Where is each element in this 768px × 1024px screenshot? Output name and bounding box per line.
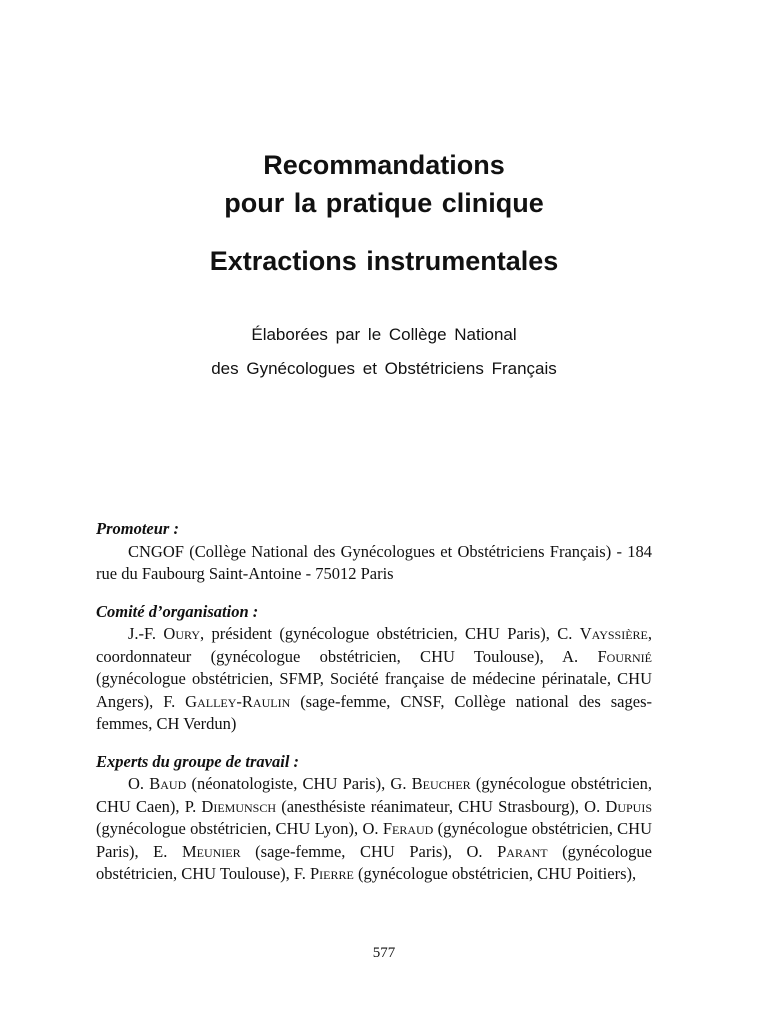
member-role: (sage-femme, CNSF, Collège national des sages-femmes, CH Verdun) [96, 691, 652, 733]
member-surname: Galley-Raulin [185, 691, 291, 711]
member-role: (gynécologue obstétricien, CHU Paris), [96, 819, 652, 861]
member-surname: Diemunsch [201, 796, 277, 816]
member-entry [128, 774, 390, 793]
member-initials: E. [153, 841, 182, 861]
member-initials: F. [163, 691, 186, 711]
member-surname: Baud [149, 774, 187, 793]
page-number: 577 [372, 945, 396, 961]
member-surname: Vayssière [579, 624, 648, 643]
member-initials: C. [557, 624, 580, 643]
member-role: (gynécologue obstétricien, SFMP, Société française de médecine périnatale, CHU Angers), [96, 669, 652, 711]
comite-members [96, 623, 652, 736]
promoteur-paragraph: CNGOF (Collège National des Gynécologues et Obstétriciens Français) - 184 rue du Faubourg Saint-Antoine - 75012 Paris [96, 541, 652, 583]
experts-members [96, 773, 652, 886]
member-initials: O. [466, 841, 498, 861]
member-role: , coordonnateur (gynécologue obstétricien, CHU Toulouse), [96, 624, 652, 666]
member-entry [185, 797, 584, 816]
member-initials: O. [584, 796, 606, 816]
promoteur-text [96, 541, 652, 586]
member-surname: Feraud [382, 819, 434, 838]
member-entry [153, 842, 466, 861]
title-block [0, 146, 768, 280]
section-heading-promoteur: Promoteur : [96, 519, 179, 538]
member-surname: Oury [163, 624, 200, 643]
section-comite [96, 601, 652, 736]
byline [0, 318, 768, 386]
member-initials: G. [390, 774, 412, 793]
document-body [96, 518, 652, 901]
section-heading-comite: Comité d’organisation : [96, 601, 259, 621]
member-surname: Parant [497, 841, 548, 861]
byline-line-1: Élaborées par le Collège National [251, 325, 517, 344]
member-initials: O. [128, 774, 150, 793]
member-role: (gynécologue obstétricien, CHU Lyon), [96, 819, 363, 838]
member-initials: F. [293, 864, 310, 883]
section-heading-experts: Experts du groupe de travail : [96, 751, 300, 771]
title-line-2: pour la pratique clinique [224, 188, 544, 218]
section-experts [96, 751, 652, 886]
member-surname: Fournié [597, 646, 652, 666]
member-surname: Beucher [411, 774, 471, 793]
section-promoteur [96, 518, 652, 586]
document-subtitle: Extractions instrumentales [209, 246, 559, 276]
title-line-1: Recommandations [263, 150, 505, 180]
member-initials: O. [362, 819, 383, 838]
member-initials: J.-F. [128, 624, 164, 643]
member-initials: P. [184, 796, 202, 816]
member-entry [96, 692, 652, 734]
member-role: (anesthésiste réanimateur, CHU Strasbourg), [276, 796, 585, 816]
member-role: (gynécologue obstétricien, CHU Poitiers), [353, 864, 637, 883]
member-role: (sage-femme, CHU Paris), [240, 841, 467, 861]
member-role: , président (gynécologue obstétricien, CHU Paris), [200, 624, 558, 643]
byline-line-2: des Gynécologues et Obstétriciens Français [211, 359, 557, 378]
member-entry [128, 624, 557, 643]
member-role: (gynécologue obstétricien, CHU Caen), [96, 774, 652, 816]
member-entry [294, 864, 636, 883]
member-surname: Dupuis [605, 796, 652, 816]
member-surname: Pierre [310, 864, 354, 883]
member-role: (gynécologue obstétricien, CHU Toulouse), [96, 841, 652, 883]
member-surname: Meunier [181, 841, 241, 861]
member-initials: A. [562, 646, 598, 666]
member-role: (néonatologiste, CHU Paris), [186, 774, 391, 793]
